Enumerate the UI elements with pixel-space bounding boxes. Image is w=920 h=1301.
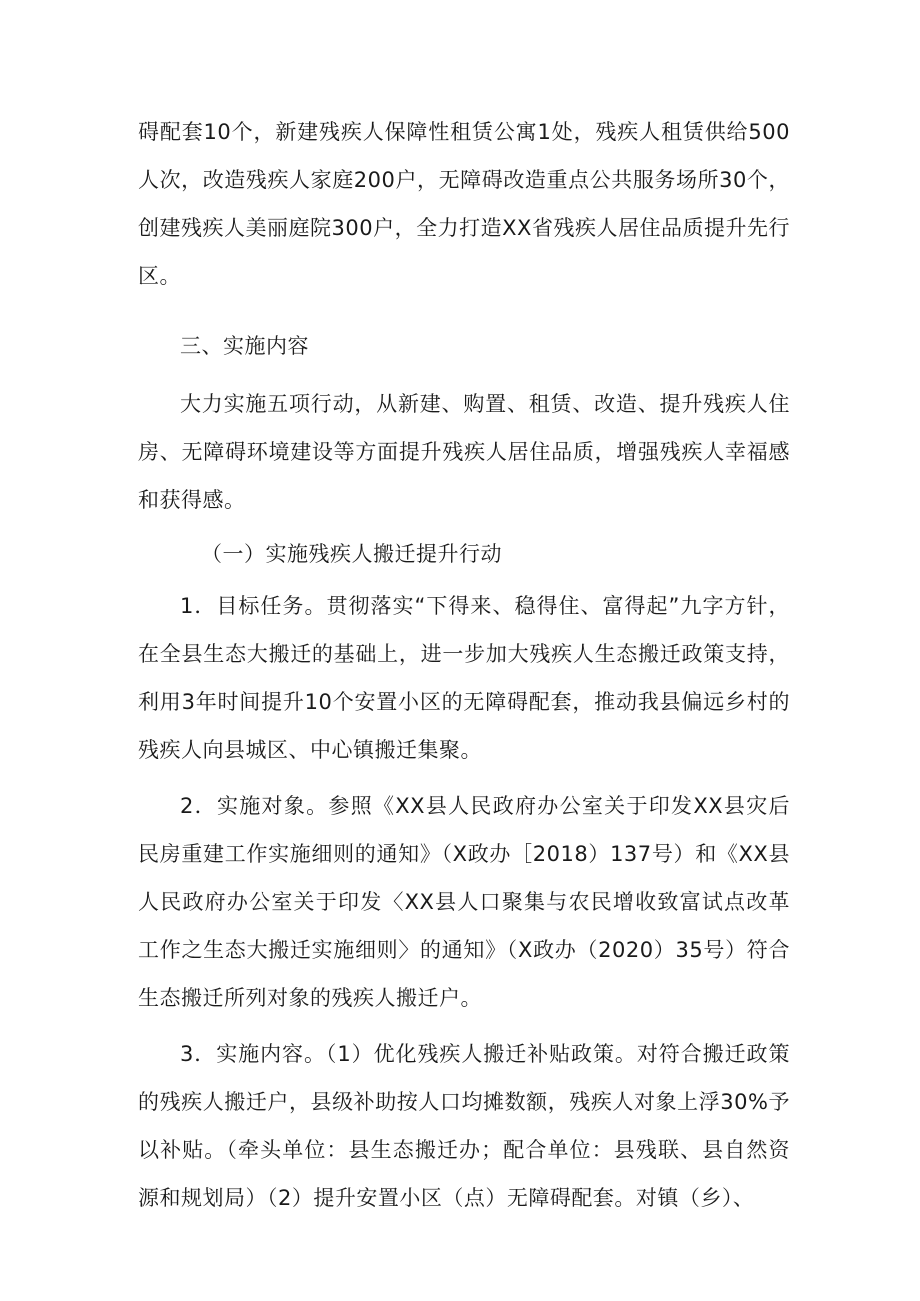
subsection-heading: （一）实施残疾人搬迁提升行动 — [201, 542, 502, 566]
section-intro-paragraph: 大力实施五项行动，从新建、购置、租赁、改造、提升残疾人住房、无障碍环境建设等方面提升残疾人居住品质，增强残疾人幸福感和获得感。 — [138, 392, 790, 512]
item-2-paragraph: 2．实施对象。参照《XX县人民政府办公室关于印发XX县灾后民房重建工作实施细则的通知》（X政办［2018）137号）和《XX县人民政府办公室关于印发〈XX县人口聚集与农民增收致富试点改革工作之生态大搬迁实施细则〉的通知》（X政办（2020）35号）符合生态搬迁所列对象的残疾人搬迁户。 — [138, 794, 790, 1010]
item-1-paragraph: 1．目标任务。贯彻落实“下得来、稳得住、富得起”九字方针，在全县生态大搬迁的基础上，进一步加大残疾人生态搬迁政策支持，利用3年时间提升10个安置小区的无障碍配套，推动我县偏远乡村的残疾人向县城区、中心镇搬迁集聚。 — [138, 594, 790, 762]
continuation-paragraph: 碍配套10个，新建残疾人保障性租赁公寓1处，残疾人租赁供给500人次，改造残疾人家庭200户，无障碍改造重点公共服务场所30个，创建残疾人美丽庭院300户，全力打造XX省残疾人居住品质提升先行区。 — [138, 120, 790, 288]
document-body — [138, 108, 790, 1230]
section-heading: 三、实施内容 — [180, 334, 309, 358]
item-3-paragraph: 3．实施内容。（1）优化残疾人搬迁补贴政策。对符合搬迁政策的残疾人搬迁户，县级补助按人口均摊数额，残疾人对象上浮30%予以补贴。（牵头单位：县生态搬迁办；配合单位：县残联、县自然资源和规划局）（2）提升安置小区（点）无障碍配套。对镇（乡）、 — [138, 1042, 790, 1210]
